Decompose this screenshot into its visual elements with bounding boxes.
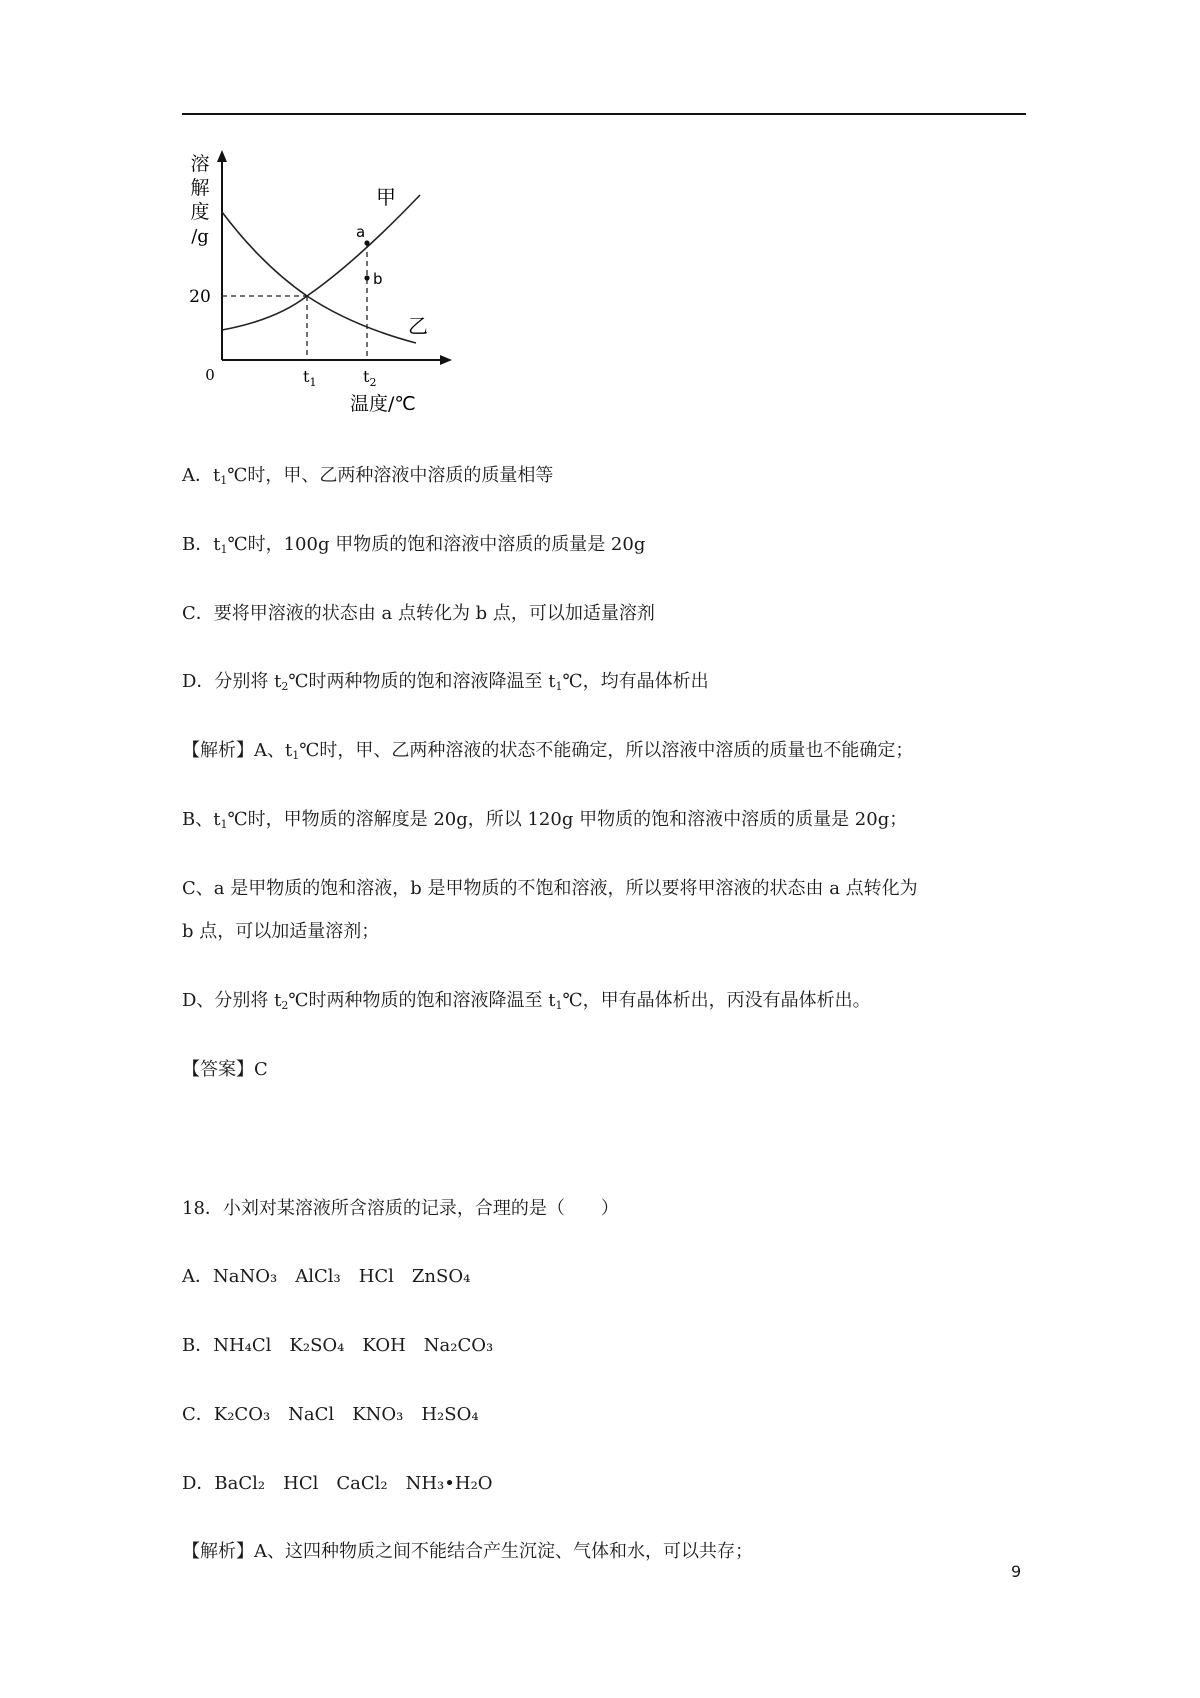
- tick-t1: $t_1$: [303, 367, 317, 389]
- q18-analysis-a: [182, 1539, 753, 1565]
- point-b: [364, 275, 369, 280]
- y-label-2: 解: [190, 177, 210, 199]
- y-label-1: 溶: [190, 153, 210, 175]
- q18-option-c: [182, 1402, 479, 1428]
- q17-option-d: [182, 669, 709, 695]
- y-tick-20: 20: [189, 287, 211, 307]
- origin-label: 0: [205, 366, 215, 384]
- text: ℃时，甲、乙两种溶液中溶质的质量相等: [227, 465, 554, 486]
- text: B．NH₄Cl K₂SO₄ KOH Na₂CO₃: [182, 1335, 494, 1356]
- point-a: [364, 240, 369, 245]
- text: 18．小刘对某溶液所含溶质的记录，合理的是（ ）: [182, 1198, 619, 1219]
- solubility-figure: [180, 150, 460, 420]
- label-yi: 乙: [408, 314, 428, 338]
- text: ℃时两种物质的饱和溶液降温至 t: [288, 990, 556, 1011]
- subscript: 1: [555, 999, 563, 1012]
- subscript: 2: [281, 999, 289, 1012]
- q17-analysis-a: [182, 738, 913, 764]
- q17-analysis-c-line1: [182, 876, 918, 902]
- x-axis-arrow: [440, 355, 452, 365]
- tick-t2: $t_2$: [363, 367, 377, 389]
- text: ℃时两种物质的饱和溶液降温至 t: [288, 671, 556, 692]
- q18-option-a: [182, 1264, 470, 1290]
- curve-jia: [222, 195, 420, 330]
- q17-analysis-d: [182, 988, 871, 1014]
- solubility-chart: [180, 150, 460, 420]
- subscript: 1: [555, 680, 563, 693]
- subscript: 1: [220, 474, 228, 487]
- text: D、分别将 t: [182, 990, 282, 1011]
- text: A．t: [182, 465, 221, 486]
- q17-answer: [182, 1057, 268, 1083]
- q17-analysis-c-line2: [182, 919, 379, 945]
- q18-stem: [182, 1196, 619, 1222]
- y-label-4: /g: [191, 226, 209, 247]
- page-number: 9: [1011, 1562, 1022, 1581]
- label-a: a: [356, 223, 366, 241]
- text: B．t: [182, 534, 221, 555]
- text: C．要将甲溶液的状态由 a 点转化为 b 点，可以加适量溶剂: [182, 603, 655, 624]
- text: 【答案】C: [182, 1059, 268, 1080]
- q17-analysis-b: [182, 807, 907, 833]
- text: C．K₂CO₃ NaCl KNO₃ H₂SO₄: [182, 1404, 479, 1425]
- label-b: b: [373, 270, 383, 288]
- subscript: 2: [281, 680, 289, 693]
- text: 【解析】A、t: [182, 740, 293, 761]
- q18-option-d: [182, 1471, 493, 1497]
- text: D．BaCl₂ HCl CaCl₂ NH₃•H₂O: [182, 1473, 493, 1494]
- y-axis-arrow: [217, 150, 227, 162]
- header-rule: [182, 113, 1026, 115]
- q17-option-b: [182, 532, 645, 558]
- q17-option-a: [182, 463, 553, 489]
- text: ℃时，100g 甲物质的饱和溶液中溶质的质量是 20g: [227, 534, 646, 555]
- text: A．NaNO₃ AlCl₃ HCl ZnSO₄: [182, 1266, 471, 1287]
- subscript: 1: [220, 818, 228, 831]
- y-label-3: 度: [190, 201, 210, 223]
- text: D．分别将 t: [182, 671, 282, 692]
- subscript: 1: [292, 749, 300, 762]
- subscript: 1: [220, 543, 228, 556]
- text: 【解析】A、这四种物质之间不能结合产生沉淀、气体和水，可以共存；: [182, 1541, 753, 1562]
- x-axis-label: 温度/℃: [350, 393, 416, 415]
- q17-option-c: [182, 601, 655, 627]
- text: ℃，甲有晶体析出，丙没有晶体析出。: [562, 990, 871, 1011]
- text: ℃时，甲物质的溶解度是 20g，所以 120g 甲物质的饱和溶液中溶质的质量是 20g；: [227, 809, 908, 830]
- text: b 点，可以加适量溶剂；: [182, 921, 380, 942]
- text: ℃时，甲、乙两种溶液的状态不能确定，所以溶液中溶质的质量也不能确定；: [299, 740, 914, 761]
- text: C、a 是甲物质的饱和溶液，b 是甲物质的不饱和溶液，所以要将甲溶液的状态由 a 点转化为: [182, 878, 918, 899]
- label-jia: 甲: [376, 185, 396, 209]
- text: ℃，均有晶体析出: [562, 671, 709, 692]
- q18-option-b: [182, 1333, 493, 1359]
- text: B、t: [182, 809, 221, 830]
